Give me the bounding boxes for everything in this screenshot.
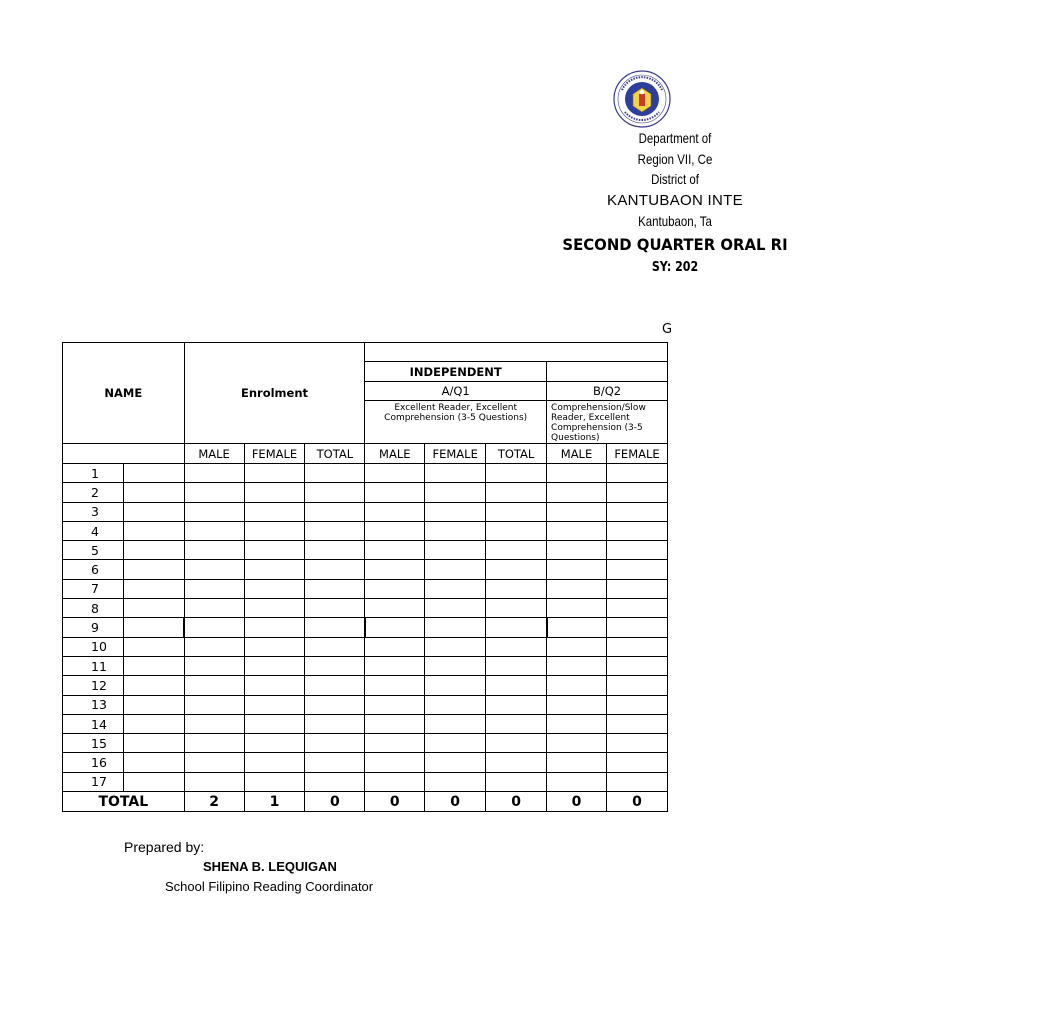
preparer-name: SHENA B. LEQUIGAN <box>203 859 337 874</box>
group-header-blank <box>365 343 668 362</box>
data-cell[interactable] <box>606 714 667 733</box>
data-cell[interactable] <box>305 772 365 791</box>
row-number: 16 <box>63 753 124 772</box>
data-cell[interactable] <box>244 656 305 675</box>
row-number: 15 <box>63 734 124 753</box>
data-cell[interactable] <box>305 714 365 733</box>
data-cell[interactable] <box>425 521 486 540</box>
data-cell[interactable] <box>365 695 425 714</box>
data-cell[interactable] <box>486 656 547 675</box>
total-cell: 0 <box>425 792 486 812</box>
data-cell[interactable] <box>547 753 607 772</box>
data-cell[interactable] <box>305 676 365 695</box>
table-row <box>63 521 668 540</box>
col-female: FEMALE <box>606 444 667 464</box>
data-cell[interactable] <box>606 656 667 675</box>
data-cell[interactable] <box>184 695 244 714</box>
data-cell[interactable] <box>547 579 607 598</box>
data-cell[interactable] <box>547 483 607 502</box>
data-cell[interactable] <box>547 656 607 675</box>
data-cell[interactable] <box>606 772 667 791</box>
data-cell[interactable] <box>486 560 547 579</box>
name-cell[interactable] <box>123 772 184 791</box>
data-cell[interactable] <box>365 618 425 637</box>
data-cell[interactable] <box>365 483 425 502</box>
data-cell[interactable] <box>606 579 667 598</box>
data-cell[interactable] <box>425 541 486 560</box>
table-row <box>63 541 668 560</box>
total-cell: 0 <box>486 792 547 812</box>
data-cell[interactable] <box>606 637 667 656</box>
row-number: 13 <box>63 695 124 714</box>
table-row <box>63 734 668 753</box>
table-row <box>63 560 668 579</box>
data-cell[interactable] <box>606 521 667 540</box>
data-cell[interactable] <box>305 579 365 598</box>
data-cell[interactable] <box>244 714 305 733</box>
name-cell[interactable] <box>123 502 184 521</box>
data-cell[interactable] <box>184 618 244 637</box>
table-row <box>63 502 668 521</box>
row-number: 17 <box>63 772 124 791</box>
data-cell[interactable] <box>606 676 667 695</box>
table-row <box>63 599 668 618</box>
name-subheader-blank <box>63 444 185 464</box>
data-cell[interactable] <box>365 599 425 618</box>
data-cell[interactable] <box>184 734 244 753</box>
name-cell[interactable] <box>123 599 184 618</box>
table-row <box>63 676 668 695</box>
data-cell[interactable] <box>425 734 486 753</box>
data-cell[interactable] <box>184 560 244 579</box>
data-cell[interactable] <box>486 695 547 714</box>
data-cell[interactable] <box>305 599 365 618</box>
data-cell[interactable] <box>184 502 244 521</box>
table-row <box>63 618 668 637</box>
data-cell[interactable] <box>606 464 667 483</box>
name-cell[interactable] <box>123 483 184 502</box>
data-cell[interactable] <box>606 753 667 772</box>
row-number: 3 <box>63 502 124 521</box>
district-line: District of <box>651 171 699 187</box>
data-cell[interactable] <box>486 753 547 772</box>
total-cell: 2 <box>184 792 244 812</box>
data-cell[interactable] <box>305 753 365 772</box>
data-cell[interactable] <box>244 637 305 656</box>
region-line: Region VII, Ce <box>637 151 713 167</box>
data-cell[interactable] <box>184 599 244 618</box>
data-cell[interactable] <box>244 734 305 753</box>
data-cell[interactable] <box>486 599 547 618</box>
row-number: 7 <box>63 579 124 598</box>
data-cell[interactable] <box>486 464 547 483</box>
data-cell[interactable] <box>244 599 305 618</box>
document-title: SECOND QUARTER ORAL RI <box>562 235 788 254</box>
data-cell[interactable] <box>425 695 486 714</box>
row-number: 5 <box>63 541 124 560</box>
data-cell[interactable] <box>244 502 305 521</box>
data-cell[interactable] <box>365 502 425 521</box>
data-cell[interactable] <box>606 502 667 521</box>
data-cell[interactable] <box>486 734 547 753</box>
data-cell[interactable] <box>365 521 425 540</box>
data-cell[interactable] <box>184 483 244 502</box>
school-year: SY: 202 <box>651 260 699 275</box>
school-address: Kantubaon, Ta <box>638 213 712 229</box>
data-cell[interactable] <box>425 618 486 637</box>
table-row <box>63 772 668 791</box>
data-cell[interactable] <box>486 637 547 656</box>
data-cell[interactable] <box>365 676 425 695</box>
data-cell[interactable] <box>184 521 244 540</box>
col-male: MALE <box>547 444 607 464</box>
data-cell[interactable] <box>244 521 305 540</box>
department-line: Department of <box>638 130 712 146</box>
name-header: NAME <box>63 343 185 444</box>
level-header-blank <box>547 362 668 382</box>
data-cell[interactable] <box>184 753 244 772</box>
name-cell[interactable] <box>123 714 184 733</box>
data-cell[interactable] <box>425 656 486 675</box>
data-cell[interactable] <box>244 579 305 598</box>
data-cell[interactable] <box>305 560 365 579</box>
table-row <box>63 753 668 772</box>
data-cell[interactable] <box>486 676 547 695</box>
table-row <box>63 483 668 502</box>
data-cell[interactable] <box>547 637 607 656</box>
data-cell[interactable] <box>244 695 305 714</box>
data-cell[interactable] <box>425 753 486 772</box>
data-cell[interactable] <box>606 618 667 637</box>
data-cell[interactable] <box>425 714 486 733</box>
data-cell[interactable] <box>305 618 365 637</box>
col-female: FEMALE <box>244 444 305 464</box>
table-row <box>63 637 668 656</box>
data-cell[interactable] <box>547 560 607 579</box>
data-cell[interactable] <box>244 464 305 483</box>
data-cell[interactable] <box>244 618 305 637</box>
data-cell[interactable] <box>606 695 667 714</box>
name-cell[interactable] <box>123 753 184 772</box>
row-number: 4 <box>63 521 124 540</box>
data-cell[interactable] <box>365 579 425 598</box>
data-cell[interactable] <box>244 676 305 695</box>
name-cell[interactable] <box>123 637 184 656</box>
data-cell[interactable] <box>547 502 607 521</box>
data-cell[interactable] <box>547 734 607 753</box>
data-cell[interactable] <box>305 656 365 675</box>
data-cell[interactable] <box>425 483 486 502</box>
data-cell[interactable] <box>425 772 486 791</box>
data-cell[interactable] <box>606 734 667 753</box>
row-number: 10 <box>63 637 124 656</box>
row-number: 6 <box>63 560 124 579</box>
table-row <box>63 656 668 675</box>
data-cell[interactable] <box>486 618 547 637</box>
data-cell[interactable] <box>547 772 607 791</box>
col-female: FEMALE <box>425 444 486 464</box>
data-cell[interactable] <box>486 483 547 502</box>
row-number: 1 <box>63 464 124 483</box>
name-cell[interactable] <box>123 464 184 483</box>
grade-label-partial: G <box>662 322 673 337</box>
table-row <box>63 714 668 733</box>
total-cell: 1 <box>244 792 305 812</box>
data-cell[interactable] <box>305 521 365 540</box>
data-cell[interactable] <box>184 772 244 791</box>
data-cell[interactable] <box>305 464 365 483</box>
school-name: KANTUBAON INTE <box>607 192 743 209</box>
data-cell[interactable] <box>425 502 486 521</box>
data-cell[interactable] <box>547 541 607 560</box>
data-cell[interactable] <box>486 541 547 560</box>
prepared-by-label: Prepared by: <box>124 839 205 855</box>
data-cell[interactable] <box>425 560 486 579</box>
data-cell[interactable] <box>365 714 425 733</box>
col-male: MALE <box>184 444 244 464</box>
data-cell[interactable] <box>305 734 365 753</box>
data-cell[interactable] <box>184 714 244 733</box>
data-cell[interactable] <box>305 695 365 714</box>
data-cell[interactable] <box>606 483 667 502</box>
name-cell[interactable] <box>123 521 184 540</box>
aq1-header: A/Q1 <box>365 382 547 401</box>
data-cell[interactable] <box>184 579 244 598</box>
data-cell[interactable] <box>486 521 547 540</box>
data-cell[interactable] <box>365 753 425 772</box>
table-row <box>63 695 668 714</box>
data-cell[interactable] <box>244 483 305 502</box>
data-cell[interactable] <box>486 772 547 791</box>
name-cell[interactable] <box>123 541 184 560</box>
data-cell[interactable] <box>547 618 607 637</box>
data-cell[interactable] <box>547 676 607 695</box>
table-row <box>63 464 668 483</box>
data-cell[interactable] <box>365 541 425 560</box>
data-cell[interactable] <box>365 734 425 753</box>
data-cell[interactable] <box>547 464 607 483</box>
row-number: 8 <box>63 599 124 618</box>
data-cell[interactable] <box>184 541 244 560</box>
data-cell[interactable] <box>547 521 607 540</box>
data-cell[interactable] <box>425 599 486 618</box>
name-cell[interactable] <box>123 618 184 637</box>
bq2-header: B/Q2 <box>547 382 668 401</box>
total-cell: 0 <box>365 792 425 812</box>
data-cell[interactable] <box>547 714 607 733</box>
row-number: 9 <box>63 618 124 637</box>
data-cell[interactable] <box>305 637 365 656</box>
name-cell[interactable] <box>123 560 184 579</box>
row-number: 2 <box>63 483 124 502</box>
data-cell[interactable] <box>425 676 486 695</box>
data-cell[interactable] <box>365 772 425 791</box>
data-cell[interactable] <box>425 464 486 483</box>
name-cell[interactable] <box>123 656 184 675</box>
data-cell[interactable] <box>184 464 244 483</box>
preparer-role: School Filipino Reading Coordinator <box>165 879 374 894</box>
row-number: 14 <box>63 714 124 733</box>
deped-seal-icon <box>613 70 671 128</box>
data-cell[interactable] <box>305 502 365 521</box>
enrolment-header: Enrolment <box>184 343 365 444</box>
data-cell[interactable] <box>184 637 244 656</box>
data-cell[interactable] <box>184 676 244 695</box>
data-cell[interactable] <box>305 541 365 560</box>
data-cell[interactable] <box>184 656 244 675</box>
data-cell[interactable] <box>365 637 425 656</box>
bq2-description: Comprehension/Slow Reader, Excellent Comprehension (3-5 Questions) <box>547 401 668 444</box>
data-cell[interactable] <box>365 656 425 675</box>
row-number: 11 <box>63 656 124 675</box>
data-cell[interactable] <box>244 541 305 560</box>
data-cell[interactable] <box>425 637 486 656</box>
table-row <box>63 579 668 598</box>
aq1-description: Excellent Reader, Excellent Comprehension (3-5 Questions) <box>365 401 547 444</box>
data-cell[interactable] <box>486 502 547 521</box>
data-cell[interactable] <box>365 464 425 483</box>
data-cell[interactable] <box>305 483 365 502</box>
data-cell[interactable] <box>425 579 486 598</box>
data-cell[interactable] <box>244 560 305 579</box>
independent-header: INDEPENDENT <box>365 362 547 382</box>
data-cell[interactable] <box>606 599 667 618</box>
data-cell[interactable] <box>365 560 425 579</box>
data-cell[interactable] <box>606 541 667 560</box>
total-label: TOTAL <box>63 792 185 812</box>
data-cell[interactable] <box>547 599 607 618</box>
total-cell: 0 <box>606 792 667 812</box>
data-cell[interactable] <box>606 560 667 579</box>
name-cell[interactable] <box>123 734 184 753</box>
total-cell: 0 <box>547 792 607 812</box>
col-total: TOTAL <box>305 444 365 464</box>
col-male: MALE <box>365 444 425 464</box>
name-cell[interactable] <box>123 676 184 695</box>
col-total: TOTAL <box>486 444 547 464</box>
data-cell[interactable] <box>486 579 547 598</box>
oral-reading-table <box>62 342 668 812</box>
name-cell[interactable] <box>123 695 184 714</box>
row-number: 12 <box>63 676 124 695</box>
data-cell[interactable] <box>486 714 547 733</box>
data-cell[interactable] <box>244 772 305 791</box>
data-cell[interactable] <box>547 695 607 714</box>
total-cell: 0 <box>305 792 365 812</box>
data-cell[interactable] <box>244 753 305 772</box>
name-cell[interactable] <box>123 579 184 598</box>
